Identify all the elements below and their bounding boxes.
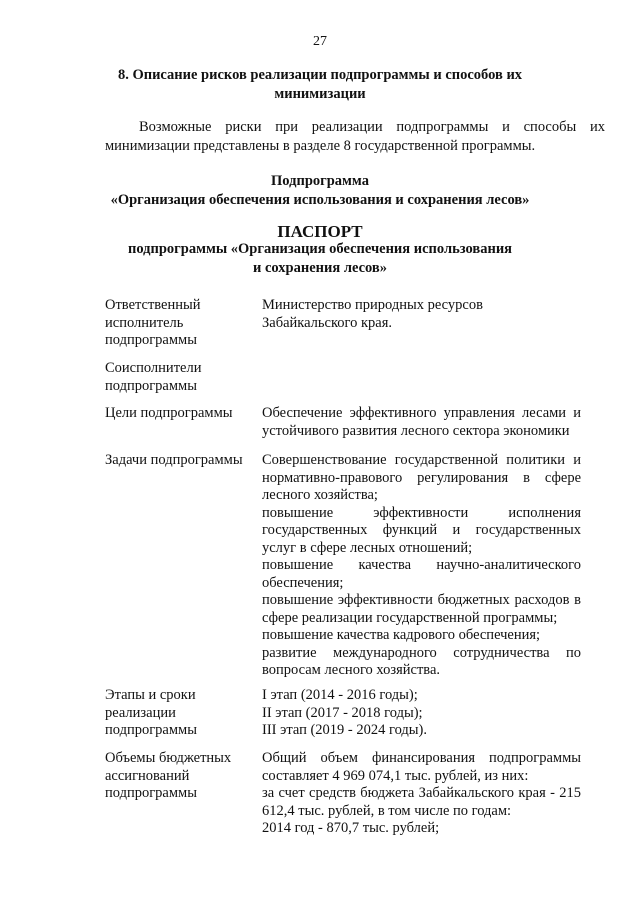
subprogram-heading (0, 172, 640, 210)
passport-row-value: Обеспечение эффективного управления лесами и устойчивого развития лесного сектора экономики (262, 405, 581, 439)
passport-row-value (262, 452, 581, 680)
passport-subtitle-line1: подпрограммы «Организация обеспечения использования (127, 241, 513, 257)
funding-item: за счет средств бюджета Забайкальского края - 215 612,4 тыс. рублей, в том числе по годам: (262, 785, 581, 819)
stage-item: III этап (2019 - 2024 годы). (262, 722, 428, 738)
subprogram-label: Подпрограмма (271, 173, 369, 189)
task-item: развитие международного сотрудничества по вопросам лесного хозяйства. (262, 644, 581, 678)
task-item: повышение эффективности исполнения государственных функций и государственных услуг в сфере лесных отношений; (262, 504, 581, 556)
passport-subtitle-line2: и сохранения лесов» (253, 260, 387, 276)
passport-row-label: Ответственный исполнитель подпрограммы (105, 297, 201, 348)
passport-row-label: Этапы и сроки реализации подпрограммы (105, 687, 197, 738)
passport-subtitle (0, 240, 640, 278)
section-heading-line1: 8. Описание рисков реализации подпрограммы и способов их (117, 67, 523, 83)
stage-item: II этап (2017 - 2018 годы); (262, 704, 423, 721)
subprogram-name: «Организация обеспечения использования и сохранения лесов» (110, 192, 530, 208)
passport-row-label: Объемы бюджетных ассигнований подпрограммы (105, 750, 232, 801)
task-item: повышение эффективности бюджетных расходов в сфере реализации государственной программы; (262, 592, 581, 626)
passport-row-label: Цели подпрограммы (105, 405, 233, 421)
section-heading (0, 66, 640, 104)
task-item: повышение качества кадрового обеспечения; (262, 627, 541, 643)
passport-title: ПАСПОРТ (277, 222, 363, 241)
stage-item: I этап (2014 - 2016 годы); (262, 687, 418, 703)
page-number: 27 (313, 34, 327, 49)
task-item: повышение качества научно-аналитического обеспечения; (262, 557, 581, 591)
passport-row-label: Задачи подпрограммы (105, 452, 243, 468)
passport-row-label: Соисполнители подпрограммы (105, 360, 202, 394)
task-item: Совершенствование государственной политики и нормативно-правового регулирования в сфере лесного хозяйства; (262, 452, 581, 503)
funding-item: 2014 год - 870,7 тыс. рублей; (262, 820, 440, 836)
passport-row-value (262, 687, 581, 740)
section-heading-line2: минимизации (274, 86, 366, 102)
section-text: Возможные риски при реализации подпрограммы и способы их минимизации представлены в разделе 8 государственной программы. (105, 119, 605, 154)
funding-item: Общий объем финансирования подпрограммы составляет 4 969 074,1 тыс. рублей, из них: (262, 750, 581, 784)
passport-row-value: Министерство природных ресурсов Забайкальского края. (262, 297, 483, 331)
passport-row-value (262, 750, 581, 838)
